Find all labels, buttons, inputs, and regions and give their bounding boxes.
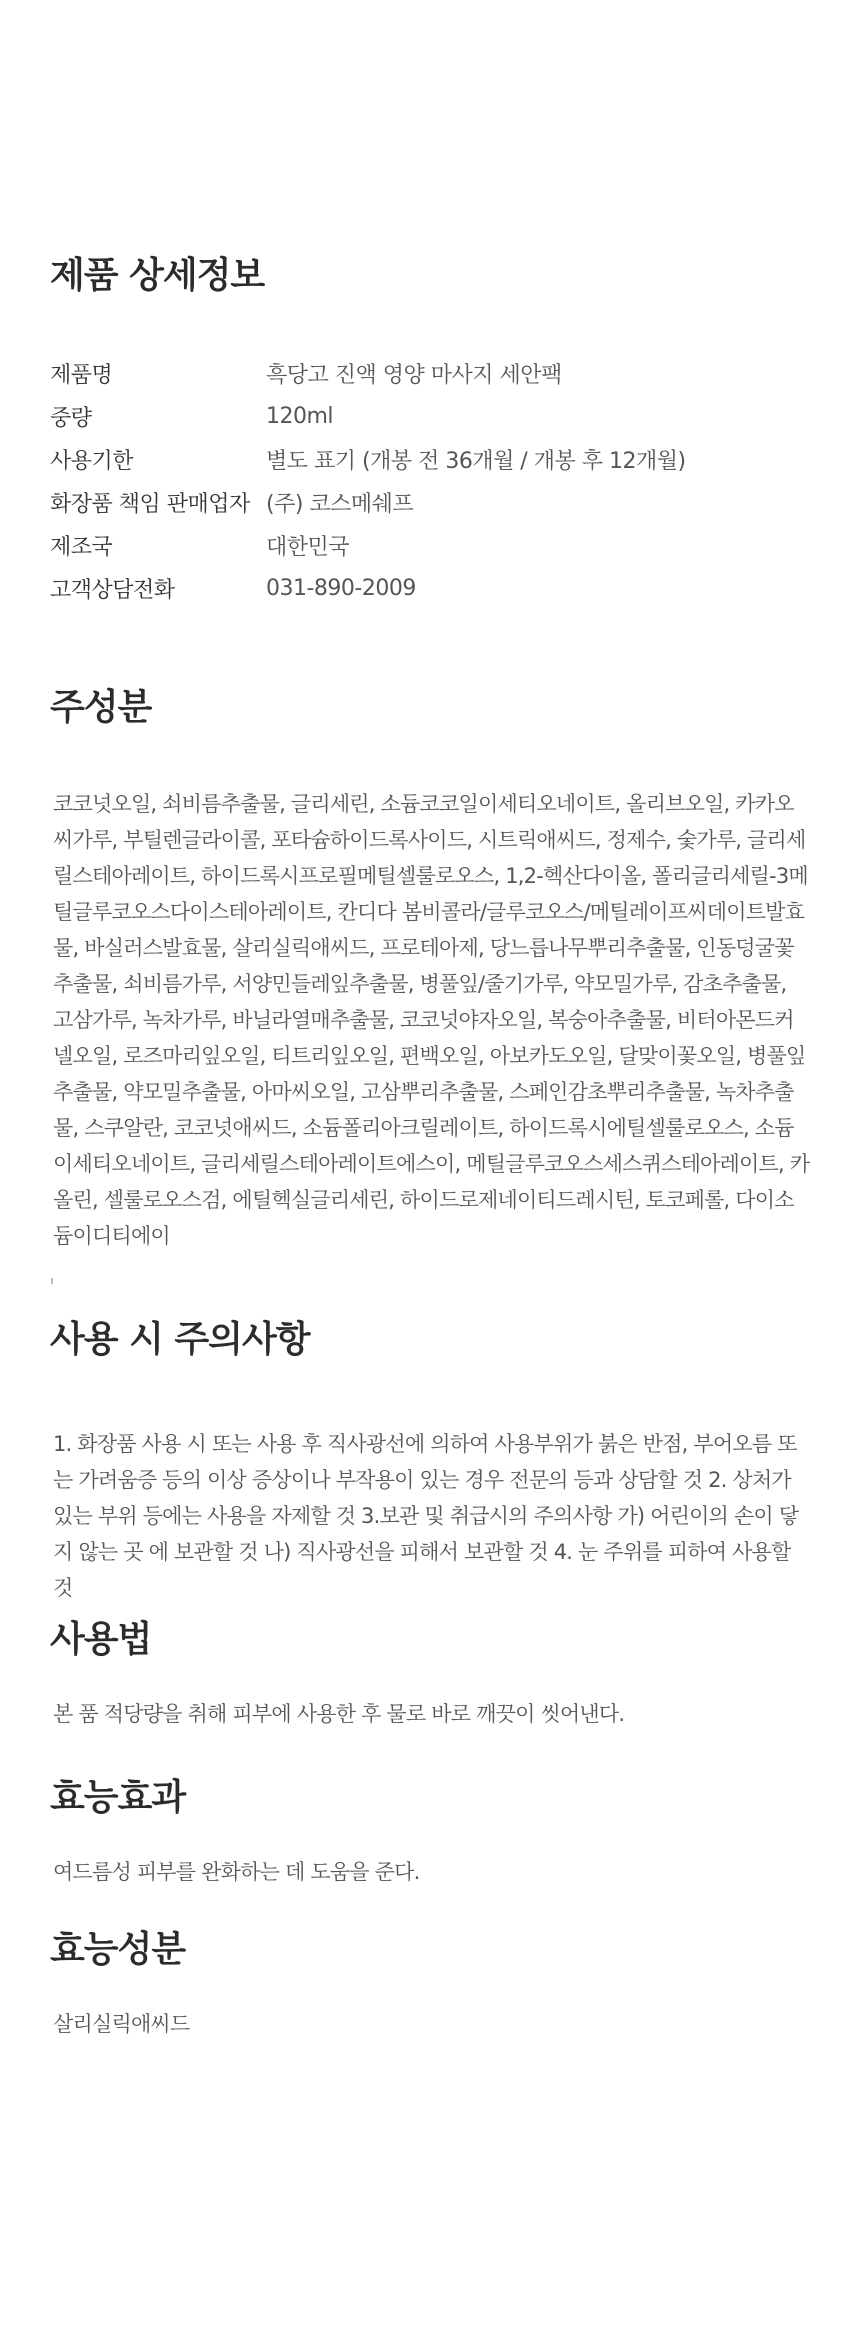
details-label: 사용기한 xyxy=(50,449,134,474)
details-label: 고객상담전화 xyxy=(50,578,175,603)
details-label: 제조국 xyxy=(50,535,113,560)
details-label: 화장품 책임 판매업자 xyxy=(50,492,250,517)
precautions-title: 사용 시 주의사항 xyxy=(50,1319,310,1360)
usage-title: 사용법 xyxy=(50,1619,152,1660)
details-row-weight xyxy=(50,395,810,438)
details-value: 120ml xyxy=(266,404,334,429)
details-value: 별도 표기 (개봉 전 36개월 / 개봉 후 12개월) xyxy=(266,449,686,474)
details-row-expiry xyxy=(50,438,810,481)
efficacy-title: 효능효과 xyxy=(50,1777,186,1818)
details-value: (주) 코스메쉐프 xyxy=(266,492,414,517)
details-table xyxy=(50,352,810,610)
usage-text: 본 품 적당량을 취해 피부에 사용한 후 물로 바로 깨끗이 씻어낸다. xyxy=(53,1702,625,1726)
details-row-phone xyxy=(50,567,810,610)
ingredients-title: 주성분 xyxy=(50,687,152,728)
precautions-text: 1. 화장품 사용 시 또는 사용 후 직사광선에 의하여 사용부위가 붉은 반점, 부어오름 또는 가려움증 등의 이상 증상이나 부작용이 있는 경우 전문의 등과 상담할 것 2. 상처가 있는 부위 등에는 사용을 자제할 것 3.보관 및 취급시의 주의사항 가) 어린이의 손이 닿지 않는 곳 에 보관할 것 나) 직사광선을 피해서 보관할 것 4. 눈 주위를 피하여 사용할 것 xyxy=(53,1432,799,1600)
details-row-seller xyxy=(50,481,810,524)
divider-mark xyxy=(51,1278,53,1284)
details-row-name xyxy=(50,352,810,395)
efficacy-text: 여드름성 피부를 완화하는 데 도움을 준다. xyxy=(53,1860,420,1884)
details-value: 031-890-2009 xyxy=(266,576,416,601)
active-text: 살리실릭애씨드 xyxy=(53,2012,190,2036)
active-title: 효능성분 xyxy=(50,1929,186,1970)
ingredients-text: 코코넛오일, 쇠비름추출물, 글리세린, 소듐코코일이세티오네이트, 올리브오일, 카카오씨가루, 부틸렌글라이콜, 포타슘하이드록사이드, 시트릭애씨드, 정제수, 숯가루, 글리세릴스테아레이트, 하이드록시프로필메틸셀룰로오스, 1,2-헥산다이올, 폴리글리세릴-3메틸글루코오스다이스테아레이트, 칸디다 봄비콜라/글루코오스/메틸레이프씨데이트발효물, 바실러스발효물, 살리실릭애씨드, 프로테아제, 당느릅나무뿌리추출물, 인동덩굴꽃추출물, 쇠비름가루, 서양민들레잎추출물, 병풀잎/줄기가루, 약모밀가루, 감초추출물, 고삼가루, 녹차가루, 바닐라열매추출물, 코코넛야자오일, 복숭아추출물, 비터아몬드커넬오일, 로즈마리잎오일, 티트리잎오일, 편백오일, 아보카도오일, 달맞이꽃오일, 병풀잎추출물, 약모밀추출물, 아마씨오일, 고삼뿌리추출물, 스페인감초뿌리추출물, 녹차추출물, 스쿠알란, 코코넛애씨드, 소듐폴리아크릴레이트, 하이드록시에틸셀룰로오스, 소듐이세티오네이트, 글리세릴스테아레이트에스이, 메틸글루코오스세스퀴스테아레이트, 카올린, 셀룰로오스검, 에틸헥실글리세린, 하이드로제네이티드레시틴, 토코페롤, 다이소듐이디티에이 xyxy=(53,792,810,1248)
details-title: 제품 상세정보 xyxy=(50,255,265,296)
details-value: 흑당고 진액 영양 마사지 세안팩 xyxy=(266,363,562,388)
details-value: 대한민국 xyxy=(266,535,350,560)
details-label: 중량 xyxy=(50,406,92,431)
details-label: 제품명 xyxy=(50,363,113,388)
details-row-country xyxy=(50,524,810,567)
